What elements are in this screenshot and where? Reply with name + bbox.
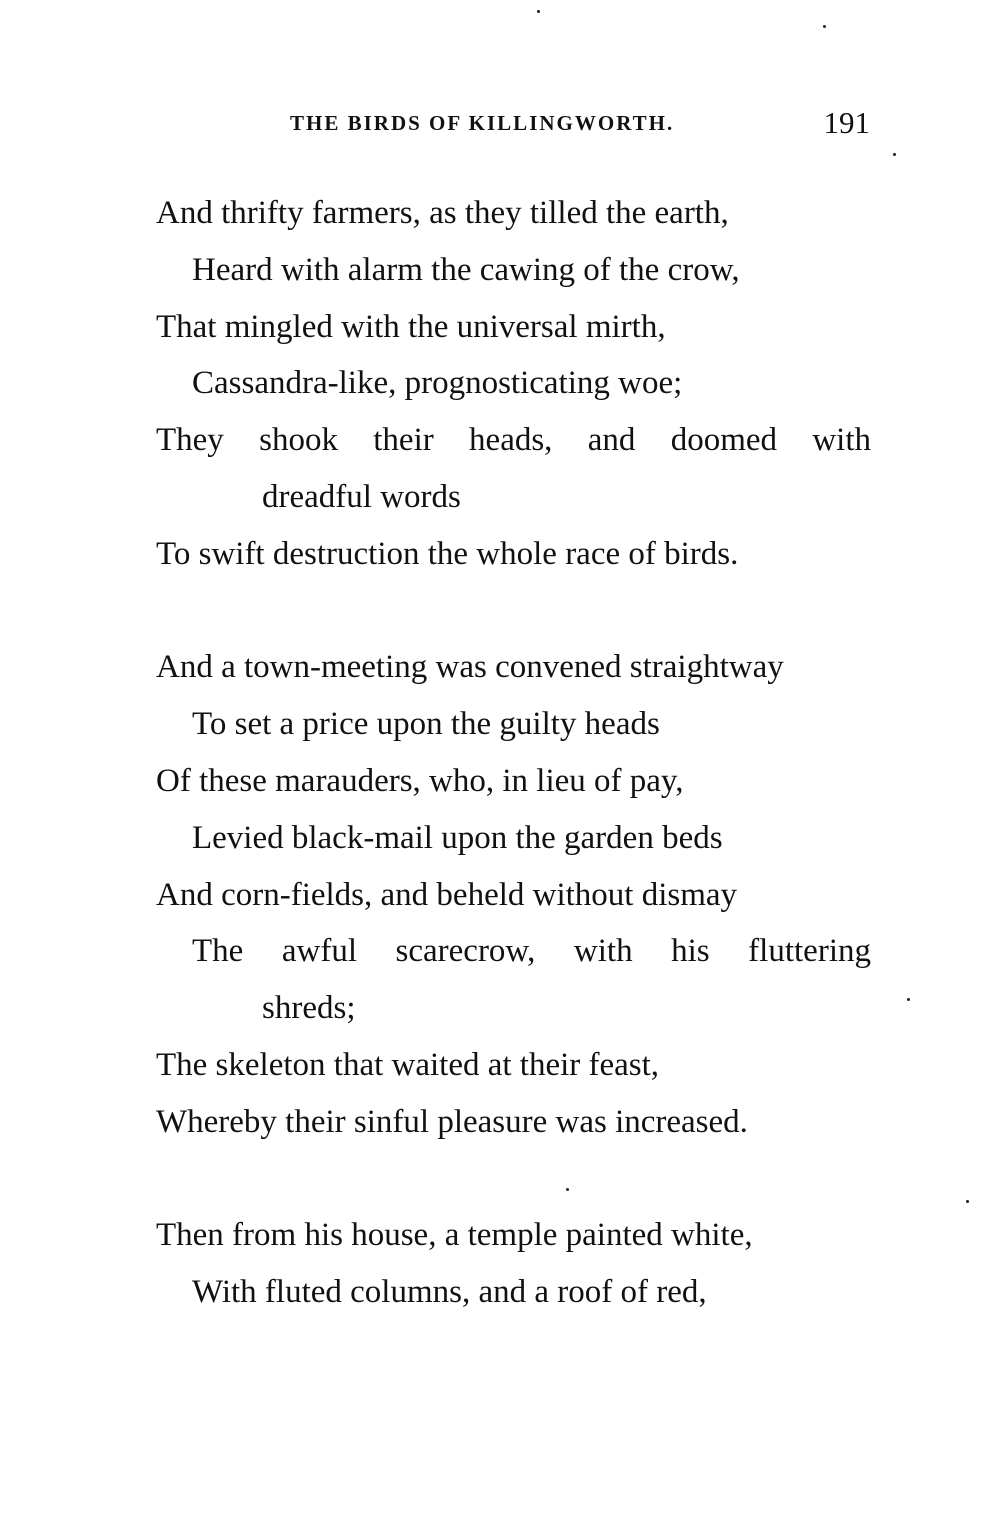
poem-line-continuation: dreadful words: [262, 478, 461, 515]
stanza-3: [156, 1207, 871, 1321]
ink-speck: [537, 10, 540, 13]
poem-line: And corn-fields, and beheld without dismay: [156, 876, 738, 913]
ink-speck: [823, 25, 826, 28]
stanza-break: [156, 583, 871, 640]
poem-line: Of these marauders, who, in lieu of pay,: [156, 762, 684, 799]
stanza-break: [156, 1151, 871, 1208]
page-header: [290, 105, 875, 145]
poem-line: Cassandra-like, prognosticating woe;: [192, 365, 683, 402]
poem-line: And thrifty farmers, as they tilled the earth,: [156, 195, 729, 231]
poem-line: To set a price upon the guilty heads: [192, 706, 660, 743]
page-number: 191: [823, 105, 870, 140]
stanza-2: [156, 639, 871, 1150]
poem-body: [156, 185, 871, 1321]
poem-line: To swift destruction the whole race of birds.: [156, 535, 739, 572]
ink-speck: [966, 1200, 969, 1203]
ink-speck: [893, 153, 896, 156]
running-title: THE BIRDS OF KILLINGWORTH.: [290, 111, 675, 135]
poem-line: Then from his house, a temple painted white,: [156, 1217, 753, 1254]
poem-line: And a town-meeting was convened straightway: [156, 649, 784, 686]
stanza-1: [156, 185, 871, 583]
poem-line: Levied black-mail upon the garden beds: [192, 819, 723, 856]
poem-line: The skeleton that waited at their feast,: [156, 1046, 660, 1083]
poem-line: Whereby their sinful pleasure was increased.: [156, 1103, 748, 1140]
poem-line: Heard with alarm the cawing of the crow,: [192, 251, 740, 288]
poem-line: They shook their heads, and doomed with: [156, 422, 871, 459]
poem-line: With fluted columns, and a roof of red,: [192, 1274, 707, 1311]
ink-speck: [907, 998, 910, 1001]
poem-line: That mingled with the universal mirth,: [156, 308, 666, 345]
poem-line: The awful scarecrow, with his fluttering: [192, 933, 871, 970]
poem-line-continuation: shreds;: [262, 990, 356, 1027]
